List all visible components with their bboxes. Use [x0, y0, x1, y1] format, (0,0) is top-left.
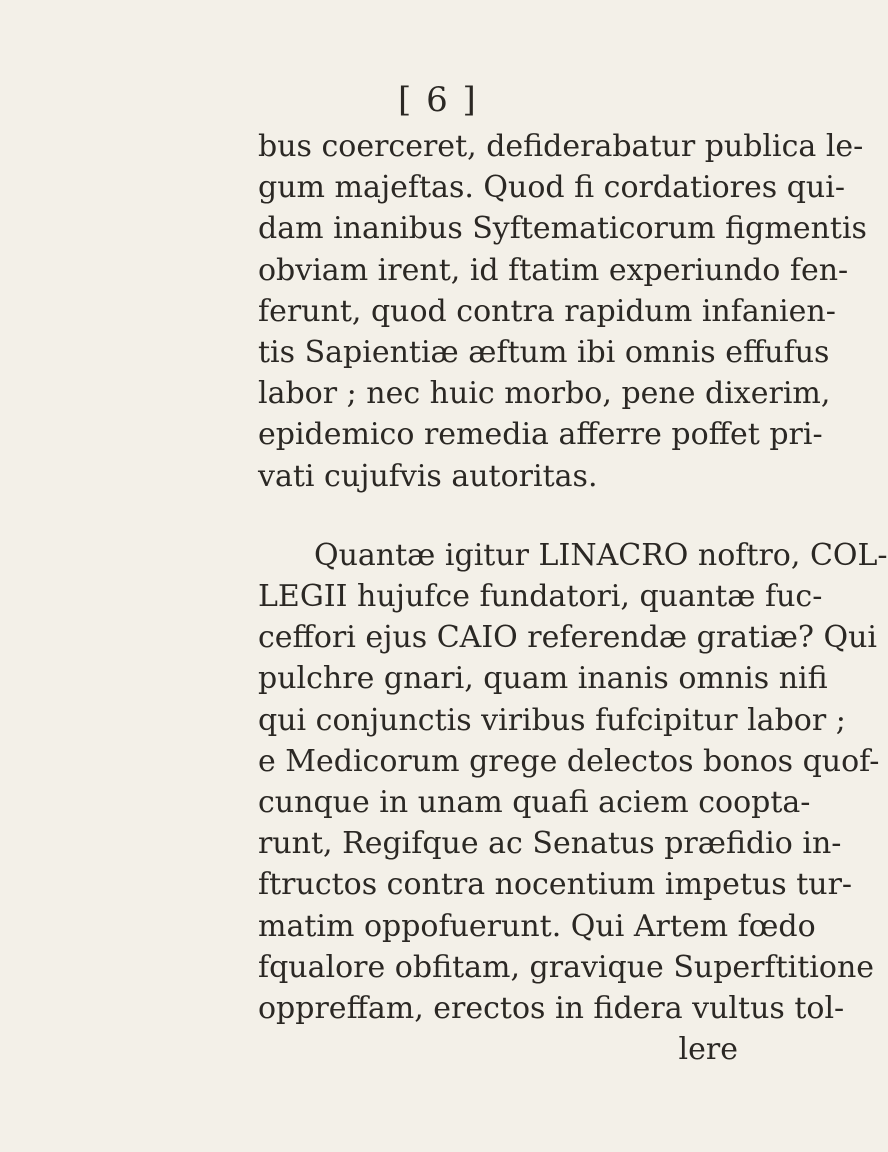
text-line: qui conjunctis viribus fufcipitur labor ;	[258, 702, 846, 738]
text-line: tis Sapientiæ æftum ibi omnis effufus	[258, 335, 830, 371]
page-number: [ 6 ]	[398, 80, 478, 120]
text-line: labor ; nec huic morbo, pene dixerim,	[258, 376, 831, 412]
text-line: dam inanibus Syftematicorum figmentis	[258, 211, 867, 247]
text-line: ceffori ejus CAIO referendæ gratiæ? Qui	[258, 620, 878, 656]
text-line: bus coerceret, defiderabatur publica le-	[258, 129, 864, 164]
text-line: cunque in unam quafi aciem coopta-	[258, 785, 811, 821]
body-text	[258, 126, 888, 1070]
text-line: e Medicorum grege delectos bonos quof-	[258, 743, 880, 779]
text-line: vati cujufvis autoritas.	[258, 458, 598, 494]
text-line: gum majeftas. Quod fi cordatiores qui-	[258, 170, 845, 206]
text-line: runt, Regifque ac Senatus præfidio in-	[258, 826, 842, 862]
text-line: LEGII hujufce fundatori, quantæ fuc-	[258, 579, 823, 615]
text-line: pulchre gnari, quam inanis omnis nifi	[258, 661, 828, 697]
text-line: fqualore obfitam, gravique Superftitione	[258, 949, 875, 985]
text-line: epidemico remedia afferre poffet pri-	[258, 417, 823, 453]
text-line: matim oppofuerunt. Qui Artem fœdo	[258, 908, 816, 944]
text-line: oppreffam, erectos in fidera vultus tol-	[258, 991, 845, 1027]
text-line: obviam irent, id ftatim experiundo fen-	[258, 252, 849, 288]
paragraph-gap	[258, 497, 738, 535]
text-line: Quantæ igitur LINACRO noftro, COL-	[314, 537, 888, 573]
text-line: ferunt, quod contra rapidum infanien-	[258, 293, 836, 329]
catchword: lere	[678, 1032, 738, 1068]
text-line: ftructos contra nocentium impetus tur-	[258, 867, 853, 903]
